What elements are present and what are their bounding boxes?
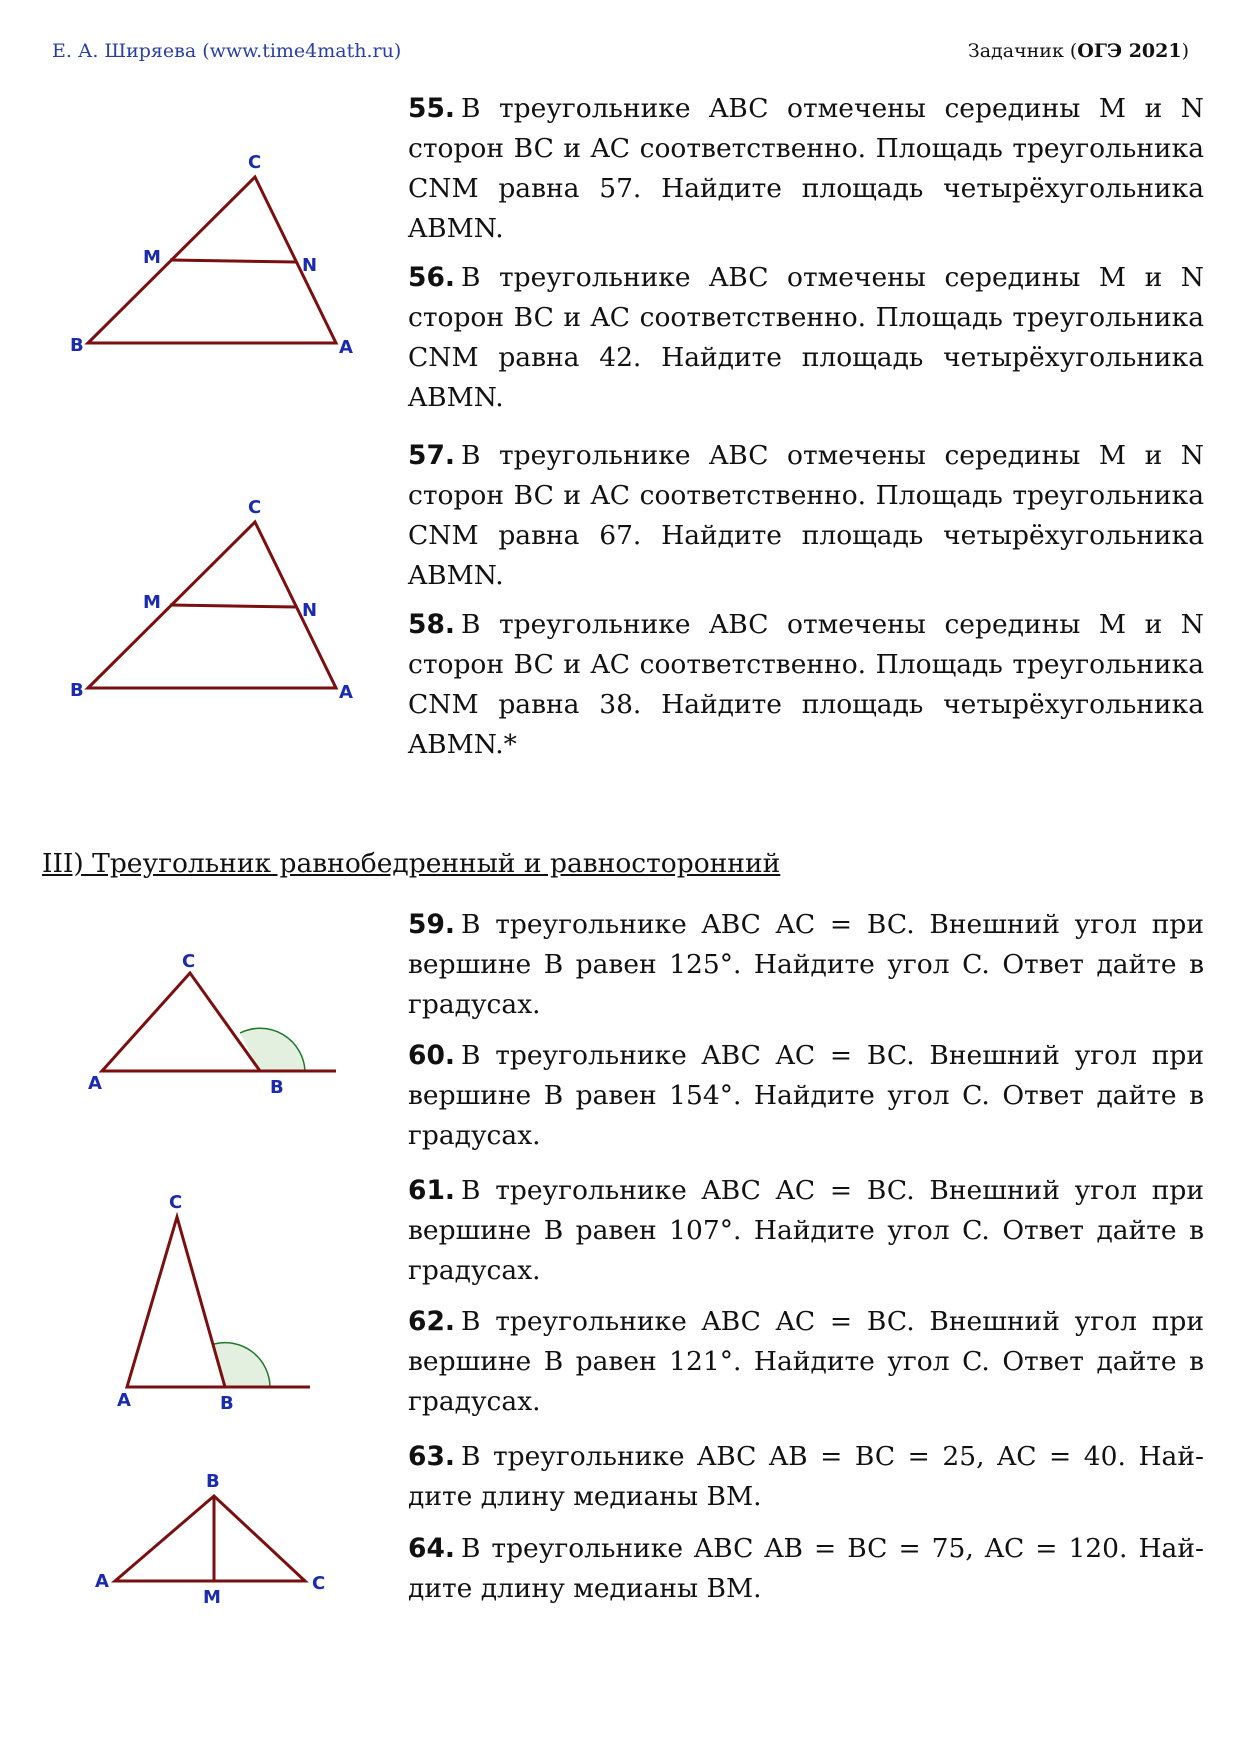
triangle-abc <box>115 1496 305 1581</box>
problem-text: В треугольнике ABC AC = BC. Внешний угол при вершине B равен 121°. Найдите угол C. Ответ дайте в градусах. <box>408 1306 1204 1417</box>
problem-text: В треугольнике ABC AB = BC = 75, AC = 120. Найдите длину медианы BM. <box>408 1533 1204 1604</box>
label-a: A <box>88 1073 102 1094</box>
problem-number: 59. <box>408 909 455 940</box>
problem-58 <box>408 605 1204 765</box>
midline-mn <box>170 605 296 607</box>
problem-number: 55. <box>408 93 455 124</box>
label-c: C <box>169 1192 183 1213</box>
midline-mn <box>170 260 296 262</box>
problem-text: В треугольнике ABC отмечены середины M и N сторон BC и AC соответственно. Площадь треугольника CNM равна 67. Найдите площадь четырёхугольника ABMN. <box>408 440 1204 591</box>
problem-text: В треугольнике ABC отмечены середины M и N сторон BC и AC соответственно. Площадь треугольника CNM равна 57. Найдите площадь четырёхугольника ABMN. <box>408 93 1204 244</box>
problem-number: 61. <box>408 1175 455 1206</box>
label-c: C <box>312 1573 326 1594</box>
problem-61 <box>408 1171 1204 1291</box>
triangle-abc <box>127 1217 225 1387</box>
problem-number: 56. <box>408 262 455 293</box>
problem-64 <box>408 1529 1204 1609</box>
problem-text: В треугольнике ABC AB = BC = 25, AC = 40. Найдите длину медианы BM. <box>408 1441 1204 1512</box>
label-b: B <box>70 680 84 701</box>
problem-number: 57. <box>408 440 455 471</box>
label-m: M <box>143 247 161 268</box>
problem-text: В треугольнике ABC AC = BC. Внешний угол при вершине B равен 154°. Найдите угол C. Ответ дайте в градусах. <box>408 1040 1204 1151</box>
midline-triangle-figure-2 <box>60 495 370 705</box>
label-a: A <box>339 337 353 358</box>
problem-text: В треугольнике ABC AC = BC. Внешний угол при вершине B равен 125°. Найдите угол C. Ответ дайте в градусах. <box>408 909 1204 1020</box>
problem-text: В треугольнике ABC AC = BC. Внешний угол при вершине B равен 107°. Найдите угол C. Ответ дайте в градусах. <box>408 1175 1204 1286</box>
label-m: M <box>143 592 161 613</box>
problem-63 <box>408 1437 1204 1517</box>
problem-number: 62. <box>408 1306 455 1337</box>
header-book-prefix: Задачник ( <box>967 40 1078 62</box>
triangle-abc <box>102 973 260 1071</box>
midline-triangle-figure-1 <box>60 150 370 360</box>
section-title: III) Треугольник равнобедренный и равносторонний <box>42 848 781 879</box>
label-a: A <box>117 1390 131 1411</box>
exterior-angle-figure-1 <box>80 945 350 1125</box>
exterior-angle-arc <box>240 1028 305 1071</box>
label-b: B <box>270 1077 284 1098</box>
exterior-angle-figure-2 <box>110 1190 340 1420</box>
median-triangle-figure <box>90 1465 350 1615</box>
problem-number: 64. <box>408 1533 455 1564</box>
label-c: C <box>248 152 262 173</box>
label-b: B <box>220 1393 234 1414</box>
problem-text: В треугольнике ABC отмечены середины M и N сторон BC и AC соответственно. Площадь треугольника CNM равна 38. Найдите площадь четырёхугольника ABMN.* <box>408 609 1204 760</box>
problem-number: 63. <box>408 1441 455 1472</box>
label-c: C <box>248 497 262 518</box>
label-a: A <box>339 682 353 703</box>
problem-text: В треугольнике ABC отмечены середины M и N сторон BC и AC соответственно. Площадь треугольника CNM равна 42. Найдите площадь четырёхугольника ABMN. <box>408 262 1204 413</box>
header-author: Е. А. Ширяева (www.time4math.ru) <box>52 40 402 62</box>
label-c: C <box>182 951 196 972</box>
label-m: M <box>203 1587 221 1608</box>
problem-56 <box>408 258 1204 418</box>
problem-60 <box>408 1036 1204 1156</box>
label-n: N <box>302 255 318 276</box>
problem-59 <box>408 905 1204 1025</box>
problem-number: 60. <box>408 1040 455 1071</box>
label-n: N <box>302 600 318 621</box>
label-b: B <box>206 1471 220 1492</box>
header-book-title <box>968 40 1189 62</box>
header-book-suffix: ) <box>1181 40 1189 62</box>
problem-57 <box>408 436 1204 596</box>
problem-62 <box>408 1302 1204 1422</box>
header-exam-label: ОГЭ 2021 <box>1077 40 1182 62</box>
problem-55 <box>408 89 1204 249</box>
label-a: A <box>95 1571 109 1592</box>
label-b: B <box>70 335 84 356</box>
problem-number: 58. <box>408 609 455 640</box>
